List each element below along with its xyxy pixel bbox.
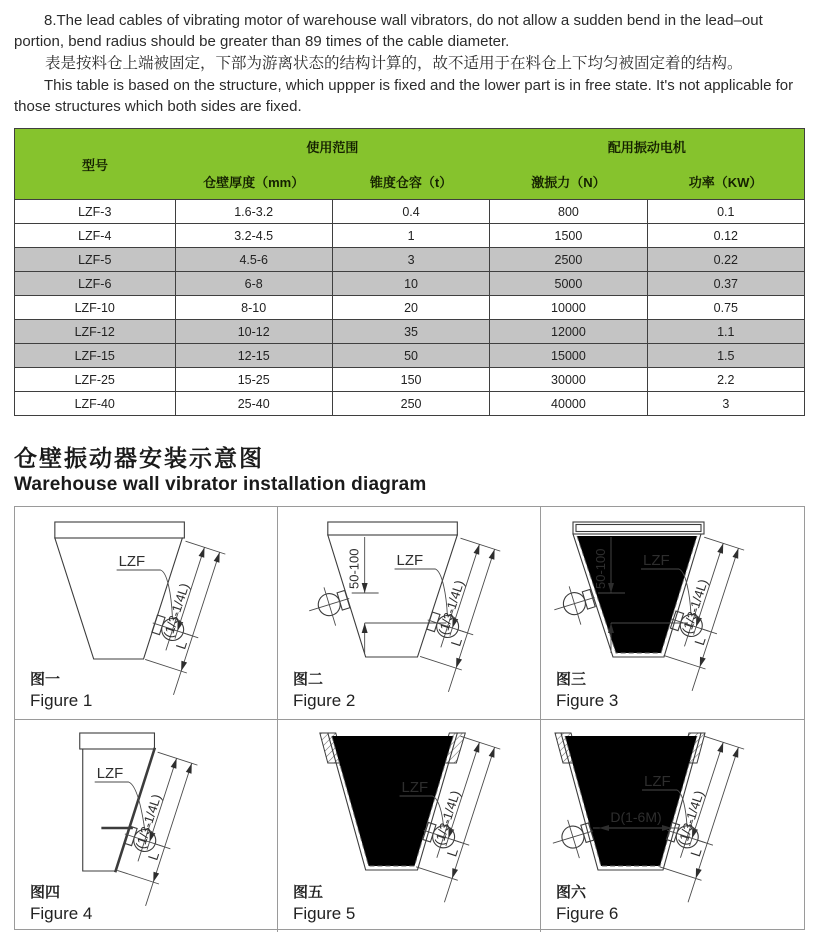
paragraph-lead-cables: 8.The lead cables of vibrating motor of warehouse wall vibrators, do not allow a sudden bend in the lead–out portion, bend radius should be greater than 89 times of the cable diameter. [14, 12, 763, 50]
cell-power: 1.5 [647, 344, 804, 368]
col-header-power: 功率（KW） [647, 164, 804, 200]
cell-force: 1500 [490, 224, 647, 248]
lzf-label: LZF [401, 778, 429, 797]
figure-caption [293, 884, 355, 924]
cell-thickness: 10-12 [175, 320, 332, 344]
cell-thickness: 3.2-4.5 [175, 224, 332, 248]
cell-capacity: 10 [332, 272, 489, 296]
dim-ratio-label: (1/3-1/4L) [678, 577, 711, 636]
cell-power: 1.1 [647, 320, 804, 344]
cell-capacity: 3 [332, 248, 489, 272]
figure-caption-en: Figure 6 [556, 904, 619, 924]
dim-length-label: L [443, 846, 461, 859]
cell-model: LZF-5 [15, 248, 176, 272]
figure-caption [293, 671, 355, 711]
col-group-usage-range: 使用范围 [175, 129, 490, 165]
cell-model: LZF-12 [15, 320, 176, 344]
lzf-label: LZF [396, 551, 424, 570]
figure-3-panel [541, 507, 804, 720]
col-header-wall-thickness: 仓壁厚度（mm） [175, 164, 332, 200]
figure-caption-en: Figure 5 [293, 904, 356, 924]
hopper-lining-dashed [565, 736, 697, 866]
table-row [15, 368, 805, 392]
cell-power: 0.37 [647, 272, 804, 296]
hopper-top-plate [573, 522, 704, 534]
dim-length-label: L [172, 638, 191, 652]
lzf-leader-line [395, 569, 448, 615]
cell-force: 5000 [490, 272, 647, 296]
figure-caption-zh: 图四 [30, 884, 61, 902]
dim-top-label: 50-100 [593, 548, 608, 589]
cell-thickness: 12-15 [175, 344, 332, 368]
paragraph-note-zh: 表是按料仓上端被固定，下部为游离状态的结构计算的，故不适用于在料仓上下均匀被固定着的结构。 [45, 55, 743, 72]
bin-top-band [80, 733, 155, 749]
cell-model: LZF-25 [15, 368, 176, 392]
cell-thickness: 25-40 [175, 392, 332, 416]
dim-top-label: 50-100 [346, 548, 362, 589]
figure-5-panel [278, 720, 541, 932]
cell-capacity: 250 [332, 392, 489, 416]
dim-ratio-label: (1/3-1/4L) [132, 792, 165, 851]
dim-length-label: L [447, 635, 465, 649]
cell-thickness: 8-10 [175, 296, 332, 320]
col-header-model: 型号 [15, 129, 176, 200]
dim-span-label: D(1-6M) [610, 809, 662, 825]
table-row [15, 392, 805, 416]
cell-capacity: 50 [332, 344, 489, 368]
cell-capacity: 0.4 [332, 200, 489, 224]
cell-force: 15000 [490, 344, 647, 368]
cell-power: 0.12 [647, 224, 804, 248]
figure-1-panel [15, 507, 278, 720]
cell-model: LZF-15 [15, 344, 176, 368]
cell-capacity: 35 [332, 320, 489, 344]
figure-caption-zh: 图一 [30, 671, 61, 689]
table-row [15, 272, 805, 296]
lzf-label: LZF [643, 552, 670, 569]
cell-force: 10000 [490, 296, 647, 320]
cell-thickness: 1.6-3.2 [175, 200, 332, 224]
cell-model: LZF-4 [15, 224, 176, 248]
lzf-label: LZF [118, 552, 146, 571]
section-title-zh: 仓壁振动器安装示意图 [14, 445, 264, 471]
figure-caption [30, 671, 92, 711]
dim-ratio-label: (1/3-1/4L) [431, 788, 463, 847]
figure-6-panel [541, 720, 804, 932]
vibrator-and-dimensions [134, 539, 226, 696]
cell-power: 0.22 [647, 248, 804, 272]
dim-length-label: L [687, 846, 705, 859]
paragraph-note-en: This table is based on the structure, which uppper is fixed and the lower part is in free state. It's not applicable for those structures which both sides are fixed. [14, 77, 794, 115]
figure-4-panel [15, 720, 278, 932]
spec-table [14, 128, 805, 416]
figure-caption-en: Figure 2 [293, 691, 356, 711]
section-title-en: Warehouse wall vibrator installation diagram [14, 474, 427, 495]
cell-force: 30000 [490, 368, 647, 392]
figure-caption-en: Figure 4 [30, 904, 93, 924]
cell-model: LZF-10 [15, 296, 176, 320]
dim-ratio-label: (1/3-1/4L) [435, 578, 467, 637]
figure-2-panel [278, 507, 541, 720]
cell-model: LZF-6 [15, 272, 176, 296]
table-row [15, 344, 805, 368]
table-row [15, 296, 805, 320]
cell-model: LZF-3 [15, 200, 176, 224]
col-group-motor: 配用振动电机 [490, 129, 805, 165]
table-row [15, 248, 805, 272]
dim-ratio-label: (1/3-1/4L) [160, 581, 192, 640]
hopper-top-band [55, 522, 185, 538]
cell-force: 40000 [490, 392, 647, 416]
figure-caption-zh: 图三 [556, 671, 587, 689]
figure-caption-en: Figure 3 [556, 691, 619, 711]
dim-length-label: L [144, 849, 163, 863]
dim-length-label: L [691, 634, 709, 648]
cell-power: 3 [647, 392, 804, 416]
cell-force: 800 [490, 200, 647, 224]
figure-caption-zh: 图二 [293, 671, 324, 689]
cell-power: 2.2 [647, 368, 804, 392]
cell-capacity: 150 [332, 368, 489, 392]
cell-thickness: 15-25 [175, 368, 332, 392]
table-row [15, 224, 805, 248]
lzf-label: LZF [644, 773, 671, 790]
lzf-label: LZF [96, 764, 124, 783]
figure-caption-zh: 图五 [293, 884, 324, 902]
intro-paragraphs [14, 10, 805, 117]
cell-capacity: 20 [332, 296, 489, 320]
cell-power: 0.1 [647, 200, 804, 224]
cell-capacity: 1 [332, 224, 489, 248]
cell-power: 0.75 [647, 296, 804, 320]
table-row [15, 200, 805, 224]
hopper-top-plate-inner [576, 525, 701, 532]
hopper-top-band [328, 522, 458, 535]
figure-caption-zh: 图六 [556, 884, 587, 902]
figure-caption [556, 884, 618, 924]
cell-force: 2500 [490, 248, 647, 272]
figure-caption [556, 671, 618, 711]
table-row [15, 320, 805, 344]
cell-force: 12000 [490, 320, 647, 344]
col-header-exciting-force: 激振力（N） [490, 164, 647, 200]
installation-diagram-grid [14, 506, 805, 930]
dim-ratio-label: (1/3-1/4L) [674, 788, 707, 847]
hopper-lining-dashed [332, 736, 454, 866]
cell-thickness: 4.5-6 [175, 248, 332, 272]
col-header-taper-capacity: 锥度仓容（t） [332, 164, 489, 200]
cell-thickness: 6-8 [175, 272, 332, 296]
figure-caption-en: Figure 1 [30, 691, 93, 711]
figure-caption [30, 884, 92, 924]
cell-model: LZF-40 [15, 392, 176, 416]
